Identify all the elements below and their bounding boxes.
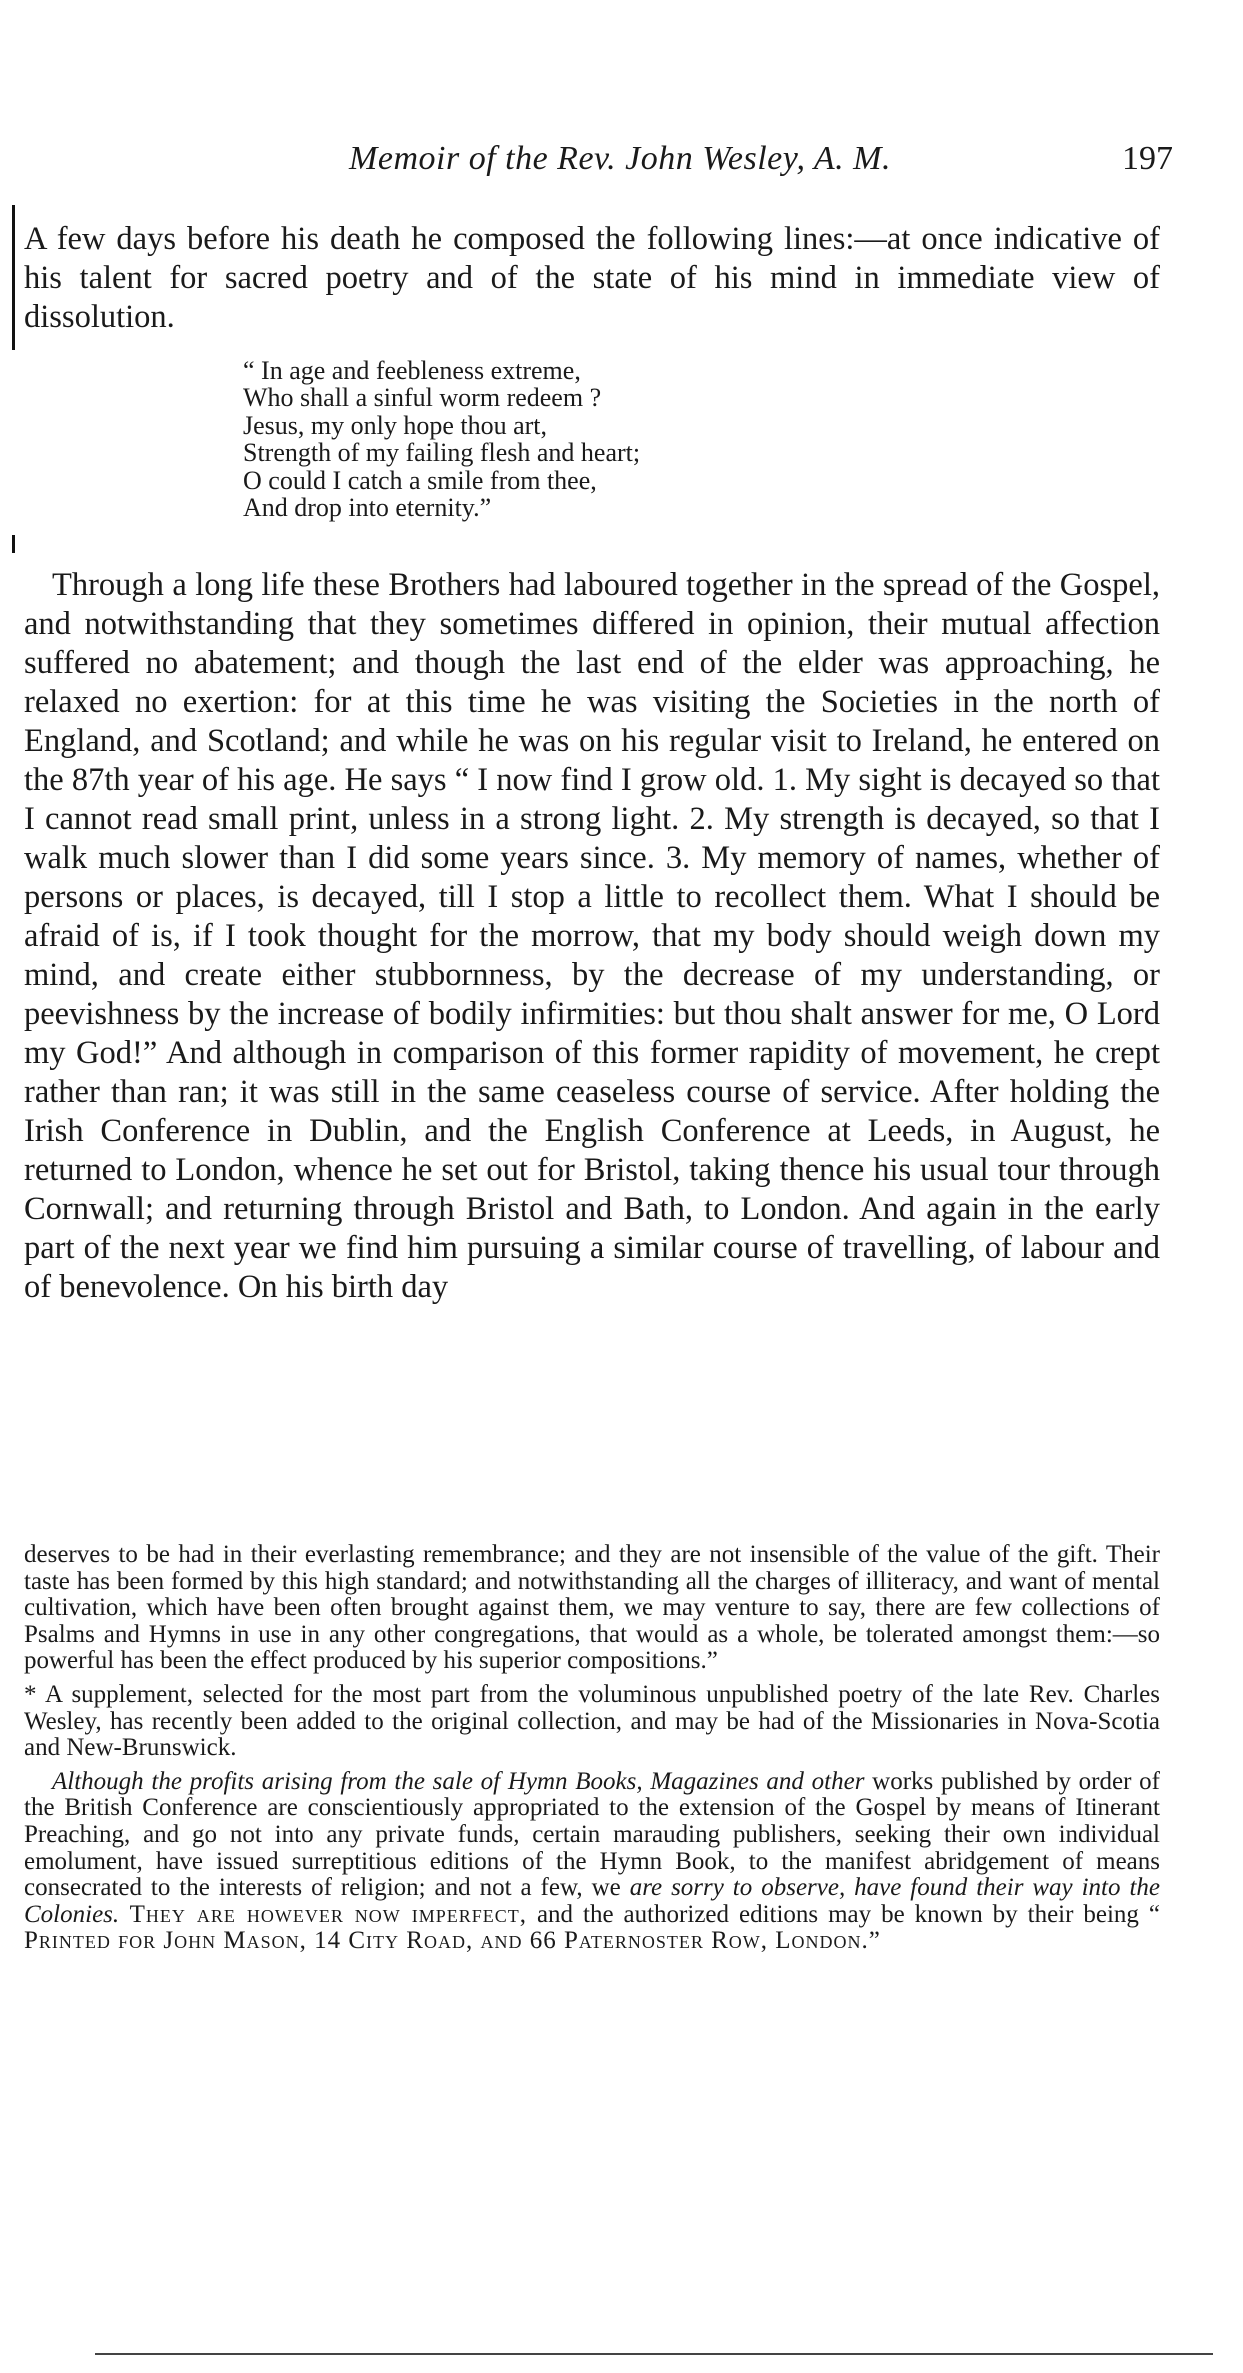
verse-line: Jesus, my only hope thou art,: [243, 410, 548, 440]
page-number: 197: [1122, 140, 1173, 177]
footnote-smallcaps-text: They are however now imperfect,: [119, 1900, 527, 1928]
footnote-italic-text: are sorry to observe, have found their way into the Colonies.: [24, 1874, 1161, 1928]
footnote-text: ”: [868, 1927, 880, 1955]
footnote-italic-text: Although the profits arising from the sale of Hymn Books, Magazines and other: [52, 1767, 865, 1795]
verse-line: Who shall a sinful worm redeem ?: [243, 383, 602, 413]
publisher-imprint: Printed for John Mason, 14 City Road, and 66 Paternoster Row, London.: [24, 1927, 869, 1955]
footnote-text: works published by order of the British Conference are conscientiously appropriated to the extension of the Gospel by means of Itinerant Preaching, and go not into any private funds, certain marauding publishers, seeking their own individual emolument, have issued surreptitious editions of the Hymn Book, to the manifest abridgement of means consecrated to the interests of religion; and not a few, we: [24, 1767, 1160, 1902]
verse-line: Strength of my failing flesh and heart;: [243, 438, 641, 468]
footnote-publication: [24, 1769, 1160, 1955]
verse-line: And drop into eternity.”: [243, 493, 492, 523]
bottom-rule: [95, 2353, 1213, 2355]
intro-paragraph: A few days before his death he composed the following lines:—at once indicative of his talent for sacred poetry and of the state of his mind in immediate view of dissolution.: [24, 221, 1160, 335]
verse-block: [243, 357, 640, 521]
footnote-text: and the authorized editions may be known by their being “: [527, 1900, 1160, 1928]
running-title: Memoir of the Rev. John Wesley, A. M.: [349, 140, 891, 177]
margin-rule: [12, 205, 15, 350]
verse-line: “ In age and feebleness extreme,: [243, 356, 581, 385]
main-paragraph: Through a long life these Brothers had laboured together in the spread of the Gospel, and notwithstanding that they sometimes differed in opinion, their mutual affection suffered no abatement; and though the last end of the elder was approaching, he relaxed no exertion: for at this time he was visiting the Societies in the north of England, and Scotland; and while he was on his regular visit to Ireland, he entered on the 87th year of his age. He says “ I now find I grow old. 1. My sight is decayed so that I cannot read small print, unless in a strong light. 2. My strength is decayed, so that I walk much slower than I did some years since. 3. My memory of names, whether of persons or places, is decayed, till I stop a little to recollect them. What I should be afraid of is, if I took thought for the morrow, that my body should weigh down my mind, and create either stubbornness, by the decrease of my understanding, or peevishness by the increase of bodily infirmities: but thou shalt answer for me, O Lord my God!” And although in comparison of this former rapidity of movement, he crept rather than ran; it was still in the same ceaseless course of service. After holding the Irish Conference in Dublin, and the English Conference at Leeds, in August, he returned to London, whence he set out for Bristol, taking thence his usual tour through Cornwall; and returning through Bristol and Bath, to London. And again in the early part of the next year we find him pursuing a similar course of travelling, of labour and of benevolence. On his birth day: [24, 567, 1160, 1305]
footnote-continuation: deserves to be had in their everlasting remembrance; and they are not insensible of the value of the gift. Their taste has been formed by this high standard; and notwithstanding all the charges of illiteracy, and want of mental cultivation, which have been often brought against them, we may venture to say, there are few collections of Psalms and Hymns in use in any other congregations, that would as a whole, be tolerated amongst them:—so powerful has been the effect produced by his superior compositions.”: [24, 1541, 1160, 1675]
verse-line: O could I catch a smile from thee,: [243, 465, 597, 495]
footnote-supplement: * A supplement, selected for the most part from the voluminous unpublished poetry of the late Rev. Charles Wesley, has recently been added to the original collection, and may be had of the Missionaries in Nova-Scotia and New-Brunswick.: [24, 1680, 1160, 1762]
footnotes: [24, 1542, 1160, 1962]
margin-rule: [12, 535, 15, 553]
